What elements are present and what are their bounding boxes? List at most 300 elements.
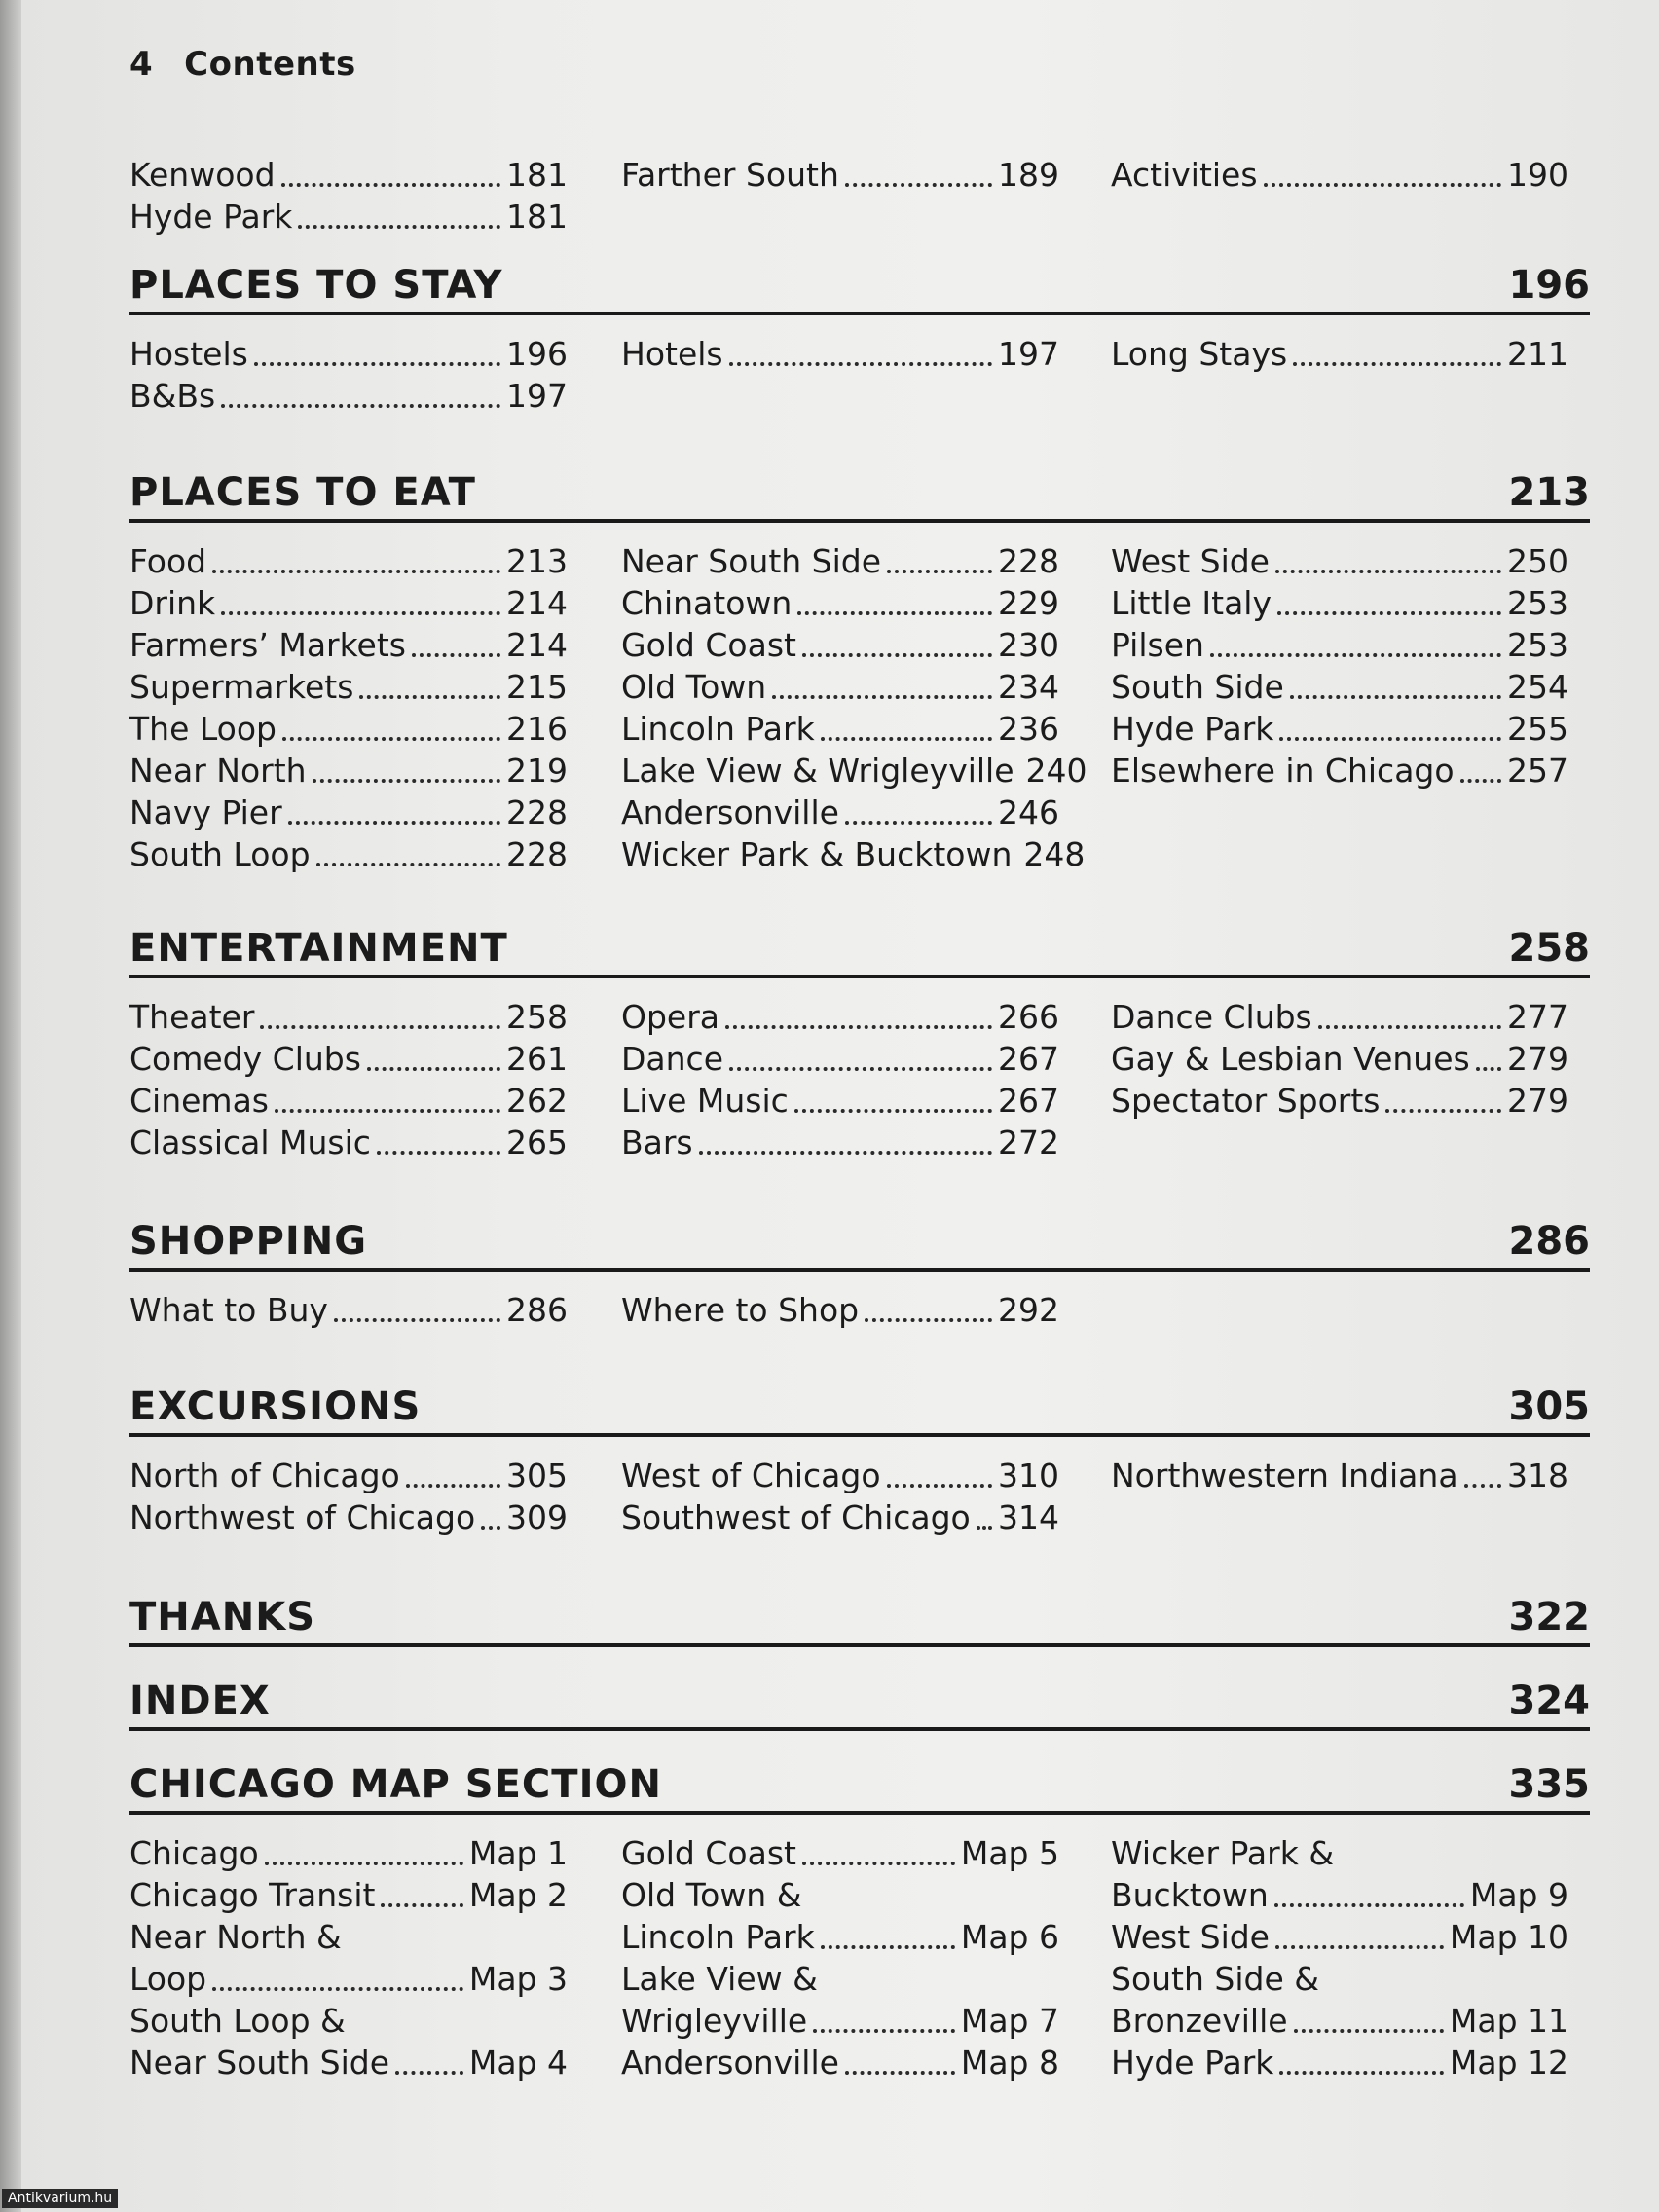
entry-page: Map 7 <box>960 2002 1059 2040</box>
dot-leader <box>481 1526 500 1530</box>
toc-entry-drink[interactable] <box>129 584 568 626</box>
toc-column <box>129 998 568 1165</box>
entry-page: 262 <box>506 1082 568 1120</box>
entry-page: 228 <box>506 793 568 831</box>
dot-leader <box>802 653 992 657</box>
section-heading[interactable] <box>129 1217 1590 1272</box>
toc-column <box>621 998 1059 1165</box>
entry-page: 292 <box>998 1291 1059 1329</box>
entry-page: Map 8 <box>960 2044 1059 2082</box>
page-title: Contents <box>184 45 356 84</box>
entry-label: Lake View & <box>621 1960 818 1998</box>
entry-page: 230 <box>998 626 1059 664</box>
entry-label: Long Stays <box>1111 335 1288 373</box>
dot-leader <box>1290 695 1501 699</box>
toc-entry-southwest-of-chicago[interactable] <box>621 1498 1059 1540</box>
map-entry-near-north-loop[interactable] <box>129 1918 568 2002</box>
entry-page: Map 9 <box>1469 1876 1568 1914</box>
map-entry-old-town-lincoln-park[interactable] <box>621 1876 1059 1960</box>
section-heading[interactable] <box>129 924 1590 978</box>
entry-page: Map 11 <box>1449 2002 1568 2040</box>
entry-page: 309 <box>506 1498 568 1536</box>
dot-leader <box>254 362 500 366</box>
toc-entry-comedy-clubs[interactable] <box>129 1040 568 1082</box>
dot-leader <box>729 362 992 366</box>
section-title: ENTERTAINMENT <box>129 926 508 971</box>
entry-label: South Loop & <box>129 2002 346 2040</box>
entry-label: Food <box>129 542 207 580</box>
dot-leader <box>1279 2071 1443 2075</box>
entry-label: Near North <box>129 752 307 790</box>
page-number: 4 <box>129 45 154 84</box>
entry-page: 219 <box>506 752 568 790</box>
toc-entry-hyde-park[interactable] <box>1111 710 1568 752</box>
entry-page: 253 <box>1507 584 1568 622</box>
dot-leader <box>221 611 500 615</box>
entry-label: Near North & <box>129 1918 342 1956</box>
dot-leader <box>1294 2029 1444 2033</box>
entry-page: 228 <box>506 835 568 873</box>
entry-label: Bronzeville <box>1111 2002 1288 2040</box>
entry-label: Lincoln Park <box>621 710 815 748</box>
entry-label: Farther South <box>621 156 839 194</box>
dot-leader <box>212 570 500 573</box>
section-title: CHICAGO MAP SECTION <box>129 1762 662 1807</box>
toc-entry-gold-coast[interactable] <box>621 626 1059 668</box>
toc-column <box>129 1291 568 1333</box>
toc-entry-little-italy[interactable] <box>1111 584 1568 626</box>
entry-label: Live Music <box>621 1082 789 1120</box>
dot-leader <box>821 737 992 741</box>
entry-page: 211 <box>1507 335 1568 373</box>
toc-column <box>1111 998 1568 1124</box>
map-entry-lake-view-wrigleyville[interactable] <box>621 1960 1059 2044</box>
toc-column <box>621 1291 1059 1333</box>
section-shopping <box>129 1217 1590 1329</box>
section-heading[interactable] <box>129 1760 1590 1815</box>
entry-label: West of Chicago <box>621 1456 881 1494</box>
entry-label: Where to Shop <box>621 1291 860 1329</box>
dot-leader <box>887 570 992 573</box>
entry-page: 234 <box>998 668 1059 706</box>
toc-entry-hyde-park[interactable] <box>129 198 568 240</box>
toc-column <box>621 542 1088 877</box>
dot-leader <box>260 1025 500 1029</box>
book-spine <box>0 0 21 2212</box>
entry-page: 305 <box>506 1456 568 1494</box>
entry-page: 236 <box>998 710 1059 748</box>
entry-page: 214 <box>506 626 568 664</box>
dot-leader <box>821 1945 955 1949</box>
entry-label: Andersonville <box>621 2044 839 2082</box>
toc-entry-elsewhere-in-chicago[interactable] <box>1111 752 1568 793</box>
section-page: 324 <box>1508 1678 1590 1723</box>
entry-page: 272 <box>998 1124 1059 1161</box>
entry-page: 277 <box>1507 998 1568 1036</box>
entry-page: 258 <box>506 998 568 1036</box>
dot-leader <box>845 183 992 187</box>
toc-column <box>1111 1834 1568 2085</box>
entry-page: 261 <box>506 1040 568 1078</box>
section-heading[interactable] <box>129 1677 1590 1731</box>
dot-leader <box>221 404 500 408</box>
dot-leader <box>1464 1484 1501 1488</box>
toc-column <box>1111 335 1568 377</box>
toc-entry-west-side[interactable] <box>1111 542 1568 584</box>
entry-page: 286 <box>506 1291 568 1329</box>
entry-page: 214 <box>506 584 568 622</box>
toc-column <box>1111 1456 1568 1498</box>
entry-page: 250 <box>1507 542 1568 580</box>
toc-entry-long-stays[interactable] <box>1111 335 1568 377</box>
toc-entry-navy-pier[interactable] <box>129 793 568 835</box>
entry-label: North of Chicago <box>129 1456 400 1494</box>
watermark: Antikvarium.hu <box>2 2189 118 2208</box>
toc-entry-the-loop[interactable] <box>129 710 568 752</box>
running-head <box>129 45 356 84</box>
entry-label: Lake View & Wrigleyville <box>621 752 1014 790</box>
dot-leader <box>1264 183 1501 187</box>
entry-label: Southwest of Chicago <box>621 1498 971 1536</box>
section-page: 305 <box>1508 1384 1590 1429</box>
entry-label: Hotels <box>621 335 723 373</box>
dot-leader <box>1279 737 1501 741</box>
entry-page: Map 4 <box>468 2044 568 2082</box>
entry-page: 314 <box>998 1498 1059 1536</box>
entry-page: Map 5 <box>960 1834 1059 1872</box>
section-heading[interactable] <box>129 1382 1590 1437</box>
dot-leader <box>412 653 500 657</box>
map-entry-andersonville[interactable] <box>621 2044 1059 2085</box>
dot-leader <box>265 1862 463 1865</box>
toc-entry-chinatown[interactable] <box>621 584 1059 626</box>
dot-leader <box>887 1484 992 1488</box>
entry-page: 246 <box>998 793 1059 831</box>
dot-leader <box>334 1318 500 1322</box>
section-heading[interactable] <box>129 468 1590 523</box>
section-places-to-eat <box>129 468 1590 873</box>
toc-entry-activities[interactable] <box>1111 156 1568 198</box>
toc-entry-lake-view-wrigleyville[interactable] <box>621 752 1088 793</box>
dot-leader <box>1275 1945 1444 1949</box>
entry-label: Bars <box>621 1124 693 1161</box>
entry-page: Map 6 <box>960 1918 1059 1956</box>
entry-label: Kenwood <box>129 156 276 194</box>
toc-column <box>129 1834 568 2085</box>
toc-column <box>129 156 568 240</box>
entry-label: Loop <box>129 1960 207 1998</box>
entry-page: 257 <box>1507 752 1568 790</box>
section-title: PLACES TO EAT <box>129 470 476 515</box>
dot-leader <box>395 2071 463 2075</box>
entry-page: 267 <box>998 1082 1059 1120</box>
entry-label: Comedy Clubs <box>129 1040 361 1078</box>
section-title: THANKS <box>129 1595 315 1640</box>
toc-entry-west-of-chicago[interactable] <box>621 1456 1059 1498</box>
toc-column <box>129 542 568 877</box>
toc-entry-what-to-buy[interactable] <box>129 1291 568 1333</box>
toc-entry-b-bs[interactable] <box>129 377 568 419</box>
dot-leader <box>729 1067 992 1071</box>
entry-label: Chicago Transit <box>129 1876 376 1914</box>
toc-entry-gay-lesbian-venues[interactable] <box>1111 1040 1568 1082</box>
dot-leader <box>1460 779 1501 783</box>
map-entry-south-side-bronzeville[interactable] <box>1111 1960 1568 2044</box>
toc-entry-lincoln-park[interactable] <box>621 710 1059 752</box>
entry-page: 181 <box>506 198 568 236</box>
entry-page: 228 <box>998 542 1059 580</box>
toc-entry-wicker-park-bucktown[interactable] <box>621 835 1086 877</box>
map-entry-gold-coast[interactable] <box>621 1834 1059 1876</box>
entry-label: Supermarkets <box>129 668 354 706</box>
entry-label: Spectator Sports <box>1111 1082 1381 1120</box>
entry-label: Cinemas <box>129 1082 269 1120</box>
entry-label: South Loop <box>129 835 311 873</box>
toc-column <box>621 156 1059 198</box>
entry-page: Map 10 <box>1449 1918 1568 1956</box>
entry-label: West Side <box>1111 542 1270 580</box>
map-entry-hyde-park[interactable] <box>1111 2044 1568 2085</box>
section-excursions <box>129 1382 1590 1536</box>
section-heading[interactable] <box>129 1593 1590 1647</box>
dot-leader <box>1293 362 1501 366</box>
map-entry-south-loop-near-south-side[interactable] <box>129 2002 568 2085</box>
section-page: 286 <box>1508 1219 1590 1264</box>
section-title: EXCURSIONS <box>129 1384 422 1429</box>
toc-entry-hostels[interactable] <box>129 335 568 377</box>
entry-label: Wrigleyville <box>621 2002 808 2040</box>
toc-entry-dance[interactable] <box>621 1040 1059 1082</box>
entry-label: Opera <box>621 998 720 1036</box>
map-entry-chicago[interactable] <box>129 1834 568 1876</box>
toc-entry-farmers-markets[interactable] <box>129 626 568 668</box>
toc-entry-near-south-side[interactable] <box>621 542 1059 584</box>
entry-label: Hyde Park <box>1111 2044 1274 2082</box>
dot-leader <box>298 225 500 229</box>
entry-label: What to Buy <box>129 1291 328 1329</box>
entry-label: B&Bs <box>129 377 216 415</box>
dot-leader <box>381 1903 462 1907</box>
entry-label: Pilsen <box>1111 626 1204 664</box>
dot-leader <box>977 1526 992 1530</box>
entry-label: Old Town & <box>621 1876 802 1914</box>
dot-leader <box>772 695 992 699</box>
toc-entry-pilsen[interactable] <box>1111 626 1568 668</box>
toc-entry-south-side[interactable] <box>1111 668 1568 710</box>
section-index <box>129 1677 1590 1731</box>
entry-label: South Side & <box>1111 1960 1319 1998</box>
entry-page: 216 <box>506 710 568 748</box>
section-entertainment <box>129 924 1590 1161</box>
toc-column <box>129 1456 568 1540</box>
dot-leader <box>813 2029 955 2033</box>
entry-label: Northwestern Indiana <box>1111 1456 1458 1494</box>
dot-leader <box>1275 570 1501 573</box>
entry-page: 240 <box>1025 752 1088 790</box>
dot-leader <box>281 183 500 187</box>
dot-leader <box>797 611 992 615</box>
entry-page: 215 <box>506 668 568 706</box>
toc-entry-classical-music[interactable] <box>129 1124 568 1165</box>
entry-page: 189 <box>998 156 1059 194</box>
section-page: 322 <box>1508 1595 1590 1640</box>
section-page: 196 <box>1508 263 1590 308</box>
entry-page: 318 <box>1507 1456 1568 1494</box>
entry-label: Theater <box>129 998 255 1036</box>
entry-label: Northwest of Chicago <box>129 1498 476 1536</box>
section-heading[interactable] <box>129 261 1590 315</box>
entry-page: Map 3 <box>468 1960 568 1998</box>
toc-column <box>621 1456 1059 1540</box>
entry-label: Navy Pier <box>129 793 282 831</box>
dot-leader <box>377 1151 500 1155</box>
entry-label: Activities <box>1111 156 1258 194</box>
entry-page: Map 2 <box>468 1876 568 1914</box>
entry-label: Little Italy <box>1111 584 1272 622</box>
entry-label: West Side <box>1111 1918 1270 1956</box>
entry-label: Near South Side <box>621 542 882 580</box>
dot-leader <box>359 695 500 699</box>
toc-entry-south-loop[interactable] <box>129 835 568 877</box>
dot-leader <box>316 863 500 866</box>
toc-entry-andersonville[interactable] <box>621 793 1059 835</box>
dot-leader <box>865 1318 992 1322</box>
toc-entry-bars[interactable] <box>621 1124 1059 1165</box>
dot-leader <box>845 2071 955 2075</box>
entry-page: 196 <box>506 335 568 373</box>
entry-page: 279 <box>1507 1082 1568 1120</box>
toc-entry-cinemas[interactable] <box>129 1082 568 1124</box>
map-entry-west-side[interactable] <box>1111 1918 1568 1960</box>
toc-entry-supermarkets[interactable] <box>129 668 568 710</box>
dot-leader <box>406 1484 500 1488</box>
section-chicago-map-section <box>129 1760 1590 2082</box>
entry-label: Chinatown <box>621 584 793 622</box>
entry-label: Near South Side <box>129 2044 390 2082</box>
toc-column <box>129 335 568 419</box>
entry-page: 310 <box>998 1456 1059 1494</box>
entry-page: 254 <box>1507 668 1568 706</box>
entry-label: Wicker Park & Bucktown <box>621 835 1013 873</box>
entry-page: Map 12 <box>1449 2044 1568 2082</box>
section-title: INDEX <box>129 1678 271 1723</box>
dot-leader <box>794 1109 992 1113</box>
entry-label: Elsewhere in Chicago <box>1111 752 1455 790</box>
entry-page: 267 <box>998 1040 1059 1078</box>
toc-entry-kenwood[interactable] <box>129 156 568 198</box>
dot-leader <box>1274 1903 1464 1907</box>
entry-page: 253 <box>1507 626 1568 664</box>
entry-label: Classical Music <box>129 1124 371 1161</box>
toc-entry-live-music[interactable] <box>621 1082 1059 1124</box>
entry-page: 248 <box>1023 835 1086 873</box>
section-title: SHOPPING <box>129 1219 368 1264</box>
toc-entry-dance-clubs[interactable] <box>1111 998 1568 1040</box>
dot-leader <box>367 1067 500 1071</box>
toc-entry-old-town[interactable] <box>621 668 1059 710</box>
entry-label: Chicago <box>129 1834 259 1872</box>
dot-leader <box>282 737 500 741</box>
entry-label: Hyde Park <box>1111 710 1274 748</box>
dot-leader <box>802 1862 955 1865</box>
entry-page: 197 <box>998 335 1059 373</box>
entry-label: Andersonville <box>621 793 839 831</box>
dot-leader <box>1277 611 1501 615</box>
entry-label: Drink <box>129 584 216 622</box>
entry-page: 197 <box>506 377 568 415</box>
entry-label: Gay & Lesbian Venues <box>1111 1040 1470 1078</box>
toc-entry-theater[interactable] <box>129 998 568 1040</box>
entry-label: Bucktown <box>1111 1876 1269 1914</box>
dot-leader <box>212 1987 463 1991</box>
section-title: PLACES TO STAY <box>129 263 503 308</box>
toc-entry-opera[interactable] <box>621 998 1059 1040</box>
dot-leader <box>699 1151 992 1155</box>
entry-label: Hostels <box>129 335 248 373</box>
entry-page: 265 <box>506 1124 568 1161</box>
toc-entry-northwestern-indiana[interactable] <box>1111 1456 1568 1498</box>
entry-label: Gold Coast <box>621 626 796 664</box>
entry-page: 266 <box>998 998 1059 1036</box>
dot-leader <box>1476 1067 1501 1071</box>
toc-column <box>1111 156 1568 198</box>
map-entry-chicago-transit[interactable] <box>129 1876 568 1918</box>
map-entry-wicker-park-bucktown[interactable] <box>1111 1834 1568 1918</box>
entry-page: 213 <box>506 542 568 580</box>
entry-label: Old Town <box>621 668 767 706</box>
entry-page: 229 <box>998 584 1059 622</box>
entry-label: The Loop <box>129 710 276 748</box>
section-thanks <box>129 1593 1590 1647</box>
dot-leader <box>845 821 992 825</box>
toc-column <box>621 1834 1059 2085</box>
toc-entry-spectator-sports[interactable] <box>1111 1082 1568 1124</box>
section-page: 258 <box>1508 926 1590 971</box>
dot-leader <box>725 1025 992 1029</box>
entry-page: 279 <box>1507 1040 1568 1078</box>
dot-leader <box>275 1109 500 1113</box>
dot-leader <box>313 779 500 783</box>
section-page: 213 <box>1508 470 1590 515</box>
entry-label: South Side <box>1111 668 1284 706</box>
toc-entry-northwest-of-chicago[interactable] <box>129 1498 568 1540</box>
toc-entry-food[interactable] <box>129 542 568 584</box>
entry-label: Hyde Park <box>129 198 293 236</box>
section-page: 335 <box>1508 1762 1590 1807</box>
toc-entry-near-north[interactable] <box>129 752 568 793</box>
toc-entry-where-to-shop[interactable] <box>621 1291 1059 1333</box>
dot-leader <box>1385 1109 1501 1113</box>
toc-entry-hotels[interactable] <box>621 335 1059 377</box>
toc-column <box>1111 542 1568 793</box>
entry-label: Wicker Park & <box>1111 1834 1335 1872</box>
entry-label: Farmers’ Markets <box>129 626 406 664</box>
entry-page: 190 <box>1507 156 1568 194</box>
toc-entry-farther-south[interactable] <box>621 156 1059 198</box>
entry-label: Dance Clubs <box>1111 998 1312 1036</box>
entry-page: 255 <box>1507 710 1568 748</box>
dot-leader <box>1318 1025 1501 1029</box>
entry-page: Map 1 <box>468 1834 568 1872</box>
section-places-to-stay <box>129 261 1590 415</box>
dot-leader <box>1210 653 1501 657</box>
toc-entry-north-of-chicago[interactable] <box>129 1456 568 1498</box>
toc-column <box>621 335 1059 377</box>
entry-label: Dance <box>621 1040 723 1078</box>
dot-leader <box>288 821 500 825</box>
entry-page: 181 <box>506 156 568 194</box>
entry-label: Gold Coast <box>621 1834 796 1872</box>
